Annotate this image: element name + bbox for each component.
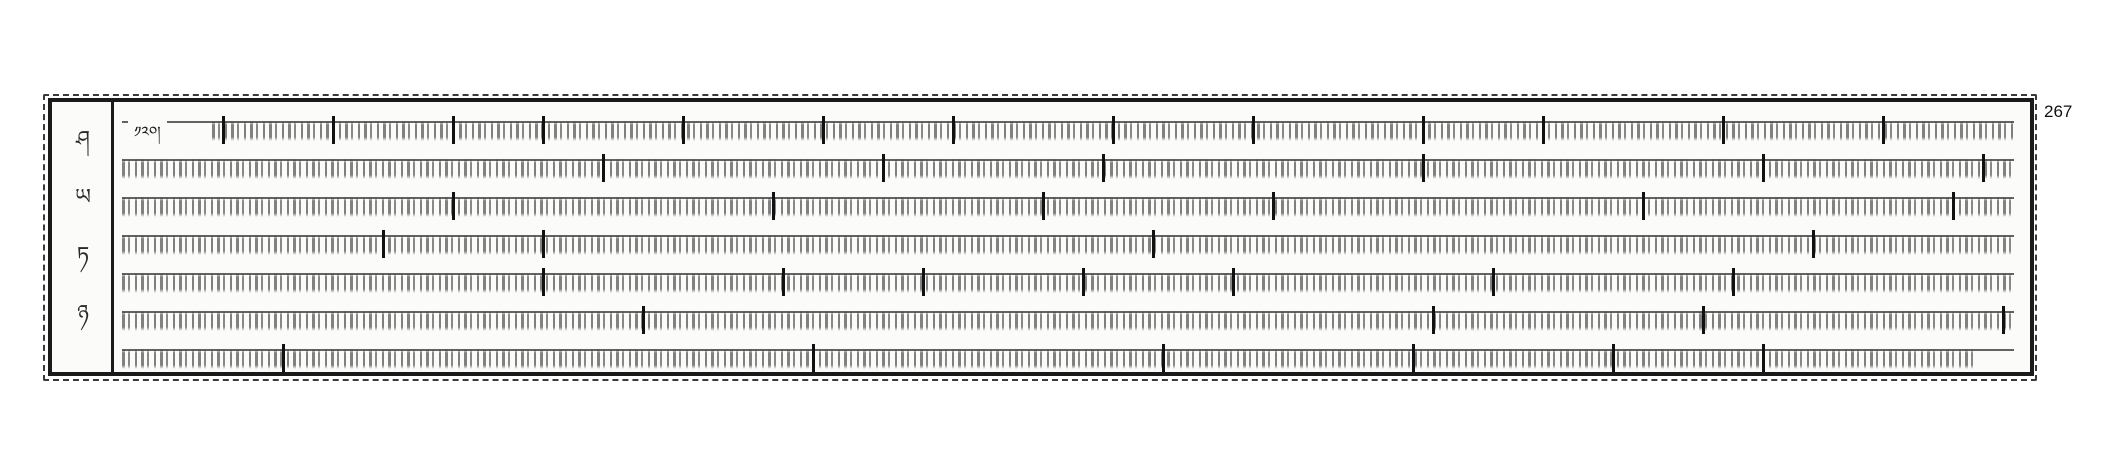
text-line bbox=[122, 188, 2014, 224]
manuscript-folio bbox=[48, 98, 2034, 376]
margin-mark: ཡ bbox=[75, 185, 91, 210]
margin-mark: ཤ bbox=[76, 127, 90, 152]
text-line bbox=[122, 340, 2014, 376]
margin-mark: ཉ bbox=[77, 301, 89, 326]
text-line bbox=[122, 226, 2014, 262]
margin-mark: ཏ bbox=[76, 243, 90, 268]
text-line bbox=[122, 150, 2014, 186]
line-marker: ༡༢༠། bbox=[128, 116, 167, 158]
text-block bbox=[122, 112, 2014, 362]
text-line bbox=[122, 302, 2014, 338]
text-line bbox=[122, 264, 2014, 300]
left-margin bbox=[52, 102, 114, 372]
text-line bbox=[122, 112, 2014, 148]
page-number: 267 bbox=[2044, 102, 2073, 121]
